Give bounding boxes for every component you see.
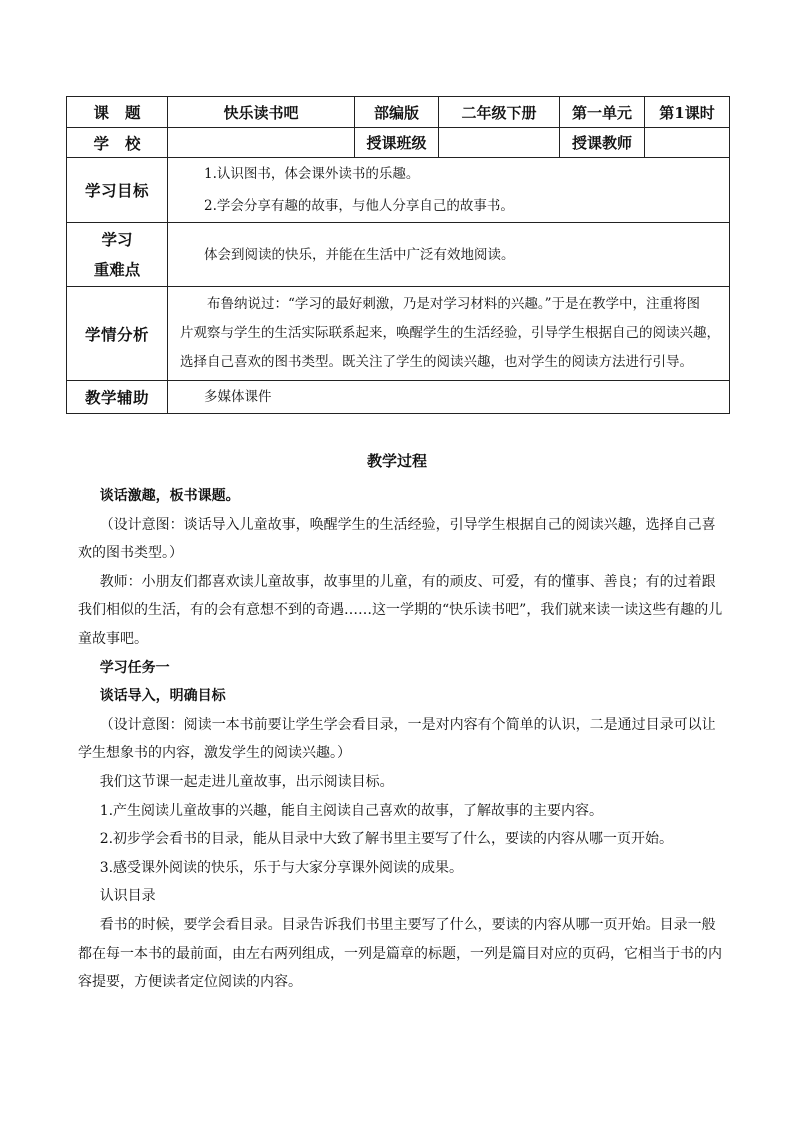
class-label: 授课班级 (355, 128, 439, 158)
subheading-toc: 认识目录 (99, 888, 156, 905)
teacher-value (645, 128, 730, 158)
keypoints-label-line1: 学习 (101, 229, 133, 249)
paragraph-line: 我们这节课一起走进儿童故事，出示阅读目标。 (99, 773, 394, 790)
analysis-line: 选择自己喜欢的图书类型。既关注了学生的阅读兴趣，也对学生的阅读方法进行引导。 (180, 354, 693, 370)
paragraph-line: （设计意图：阅读一本书前要让学生学会看目录，一是对内容有个简单的认识，二是通过目录可以让 (99, 716, 716, 733)
keypoints-label-line2: 重难点 (93, 259, 141, 279)
paragraph-line: 童故事吧。 (78, 630, 148, 647)
unit-cell: 第一单元 (560, 97, 645, 128)
school-label: 学校 (67, 128, 168, 158)
table-row-aids (67, 381, 730, 414)
aids-label: 教学辅助 (67, 381, 168, 414)
table-row-analysis (67, 287, 730, 381)
analysis-content (168, 287, 730, 381)
paragraph-line: 欢的图书类型。） (78, 545, 183, 562)
goal-item: 1.认识图书，体会课外读书的乐趣。 (204, 166, 420, 182)
period-cell: 第1课时 (645, 97, 730, 128)
table-row-header (67, 97, 730, 128)
lesson-title: 快乐读书吧 (168, 97, 355, 128)
school-value (168, 128, 355, 158)
goal-list-item: 2.初步学会看书的目录，能从目录中大致了解书里主要写了什么，要读的内容从哪一页开始。 (99, 831, 674, 848)
goal-list-item: 1.产生阅读儿童故事的兴趣，能自主阅读自己喜欢的故事，了解故事的主要内容。 (99, 802, 604, 819)
analysis-line: 片观察与学生的生活实际联系起来，唤醒学生的生活经验，引导学生根据自己的阅读兴趣， (180, 325, 720, 341)
table-row-school (67, 128, 730, 158)
goals-content (168, 158, 730, 223)
paragraph-line: 容提要，方便读者定位阅读的内容。 (78, 974, 302, 991)
paragraph-line: 看书的时候，要学会看目录。目录告诉我们书里主要写了什么，要读的内容从哪一页开始。目录一般 (99, 916, 716, 933)
process-title: 教学过程 (366, 452, 427, 470)
edition-cell: 部编版 (355, 97, 439, 128)
analysis-label: 学情分析 (67, 287, 168, 381)
keypoints-content: 体会到阅读的快乐，并能在生活中广泛有效地阅读。 (168, 223, 730, 287)
aids-content: 多媒体课件 (168, 381, 730, 414)
teacher-label: 授课教师 (560, 128, 645, 158)
grade-cell: 二年级下册 (439, 97, 560, 128)
heading-task-subtitle: 谈话导入，明确目标 (99, 688, 226, 705)
paragraph-line: 我们相似的生活，有的会有意想不到的奇遇……这一学期的“快乐读书吧”，我们就来读一读这些有趣的儿 (78, 602, 723, 619)
subject-label: 课题 (67, 97, 168, 128)
goal-list-item: 3.感受课外阅读的快乐，乐于与大家分享课外阅读的成果。 (99, 859, 464, 876)
heading-task-one: 学习任务一 (99, 659, 170, 676)
goal-item: 2.学会分享有趣的故事，与他人分享自己的故事书。 (204, 198, 514, 214)
paragraph-line: 都在每一本书的最前面，由左右两列组成，一列是篇章的标题，一列是篇目对应的页码，它相当于书的内 (78, 945, 722, 962)
keypoints-label (67, 223, 168, 287)
paragraph-line: 学生想象书的内容，激发学生的阅读兴趣。） (78, 745, 351, 762)
table-row-keypoints (67, 223, 730, 287)
paragraph-line: 教师：小朋友们都喜欢读儿童故事，故事里的儿童，有的顽皮、可爱，有的懂事、善良；有的过着跟 (99, 573, 716, 590)
analysis-line: 布鲁纳说过：“学习的最好刺激，乃是对学习材料的兴趣。”于是在教学中，注重将图 (207, 296, 701, 312)
lesson-info-table (66, 96, 730, 414)
process-body (78, 482, 723, 997)
heading-intro: 谈话激趣，板书课题。 (99, 488, 240, 504)
paragraph-line: （设计意图：谈话导入儿童故事，唤醒学生的生活经验，引导学生根据自己的阅读兴趣，选择自己喜 (99, 516, 716, 533)
goals-label: 学习目标 (67, 158, 168, 223)
class-value (439, 128, 560, 158)
table-row-goals (67, 158, 730, 223)
